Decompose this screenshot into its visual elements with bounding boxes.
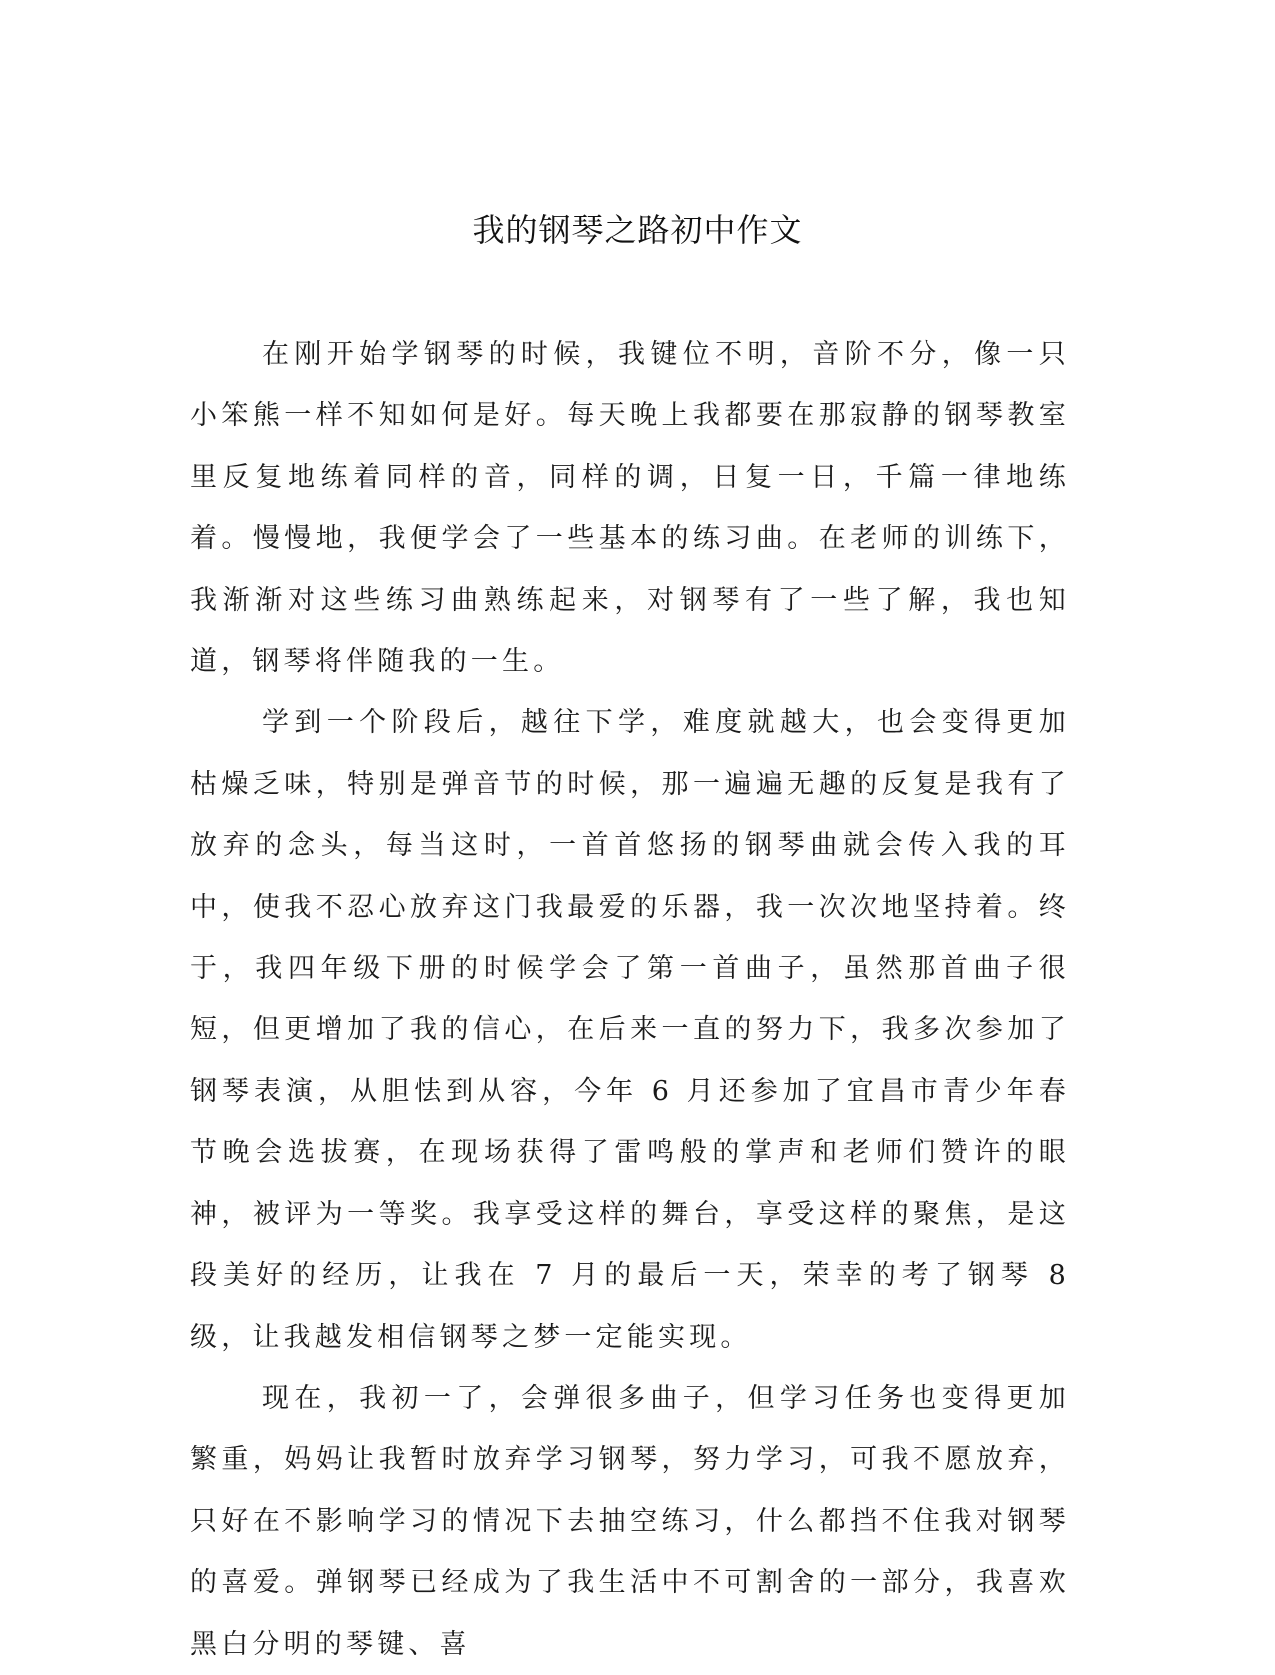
paragraph-1: 在刚开始学钢琴的时候，我键位不明，音阶不分，像一只小笨熊一样不知如何是好。每天晚上我都要在那寂静的钢琴教室里反复地练着同样的音，同样的调，日复一日，千篇一律地练着。慢慢地，我便学会了一些基本的练习曲。在老师的训练下，我渐渐对这些练习曲熟练起来，对钢琴有了一些了解，我也知道，钢琴将伴随我的一生。 [190, 339, 1070, 678]
paragraph-3: 现在，我初一了，会弹很多曲子，但学习任务也变得更加繁重，妈妈让我暂时放弃学习钢琴，努力学习，可我不愿放弃，只好在不影响学习的情况下去抽空练习，什么都挡不住我对钢琴的喜爱。弹钢琴已经成为了我生活中不可割舍的一部分，我喜欢黑白分明的琴键、喜 [190, 1382, 1070, 1660]
paragraph-2: 学到一个阶段后，越往下学，难度就越大，也会变得更加枯燥乏味，特别是弹音节的时候，那一遍遍无趣的反复是我有了放弃的念头，每当这时，一首首悠扬的钢琴曲就会传入我的耳中，使我不忍心放弃这门我最爱的乐器，我一次次地坚持着。终于，我四年级下册的时候学会了第一首曲子，虽然那首曲子很短，但更增加了我的信心，在后来一直的努力下，我多次参加了钢琴表演，从胆怯到从容，今年 6 月还参加了宜昌市青少年春节晚会选拔赛，在现场获得了雷鸣般的掌声和老师们赞许的眼神，被评为一等奖。我享受这样的舞台，享受这样的聚焦，是这段美好的经历，让我在 7 月的最后一天，荣幸的考了钢琴 8 级，让我越发相信钢琴之梦一定能实现。 [190, 707, 1070, 1353]
document-title: 我的钢琴之路初中作文 [472, 211, 803, 249]
document-body [190, 324, 1070, 1675]
